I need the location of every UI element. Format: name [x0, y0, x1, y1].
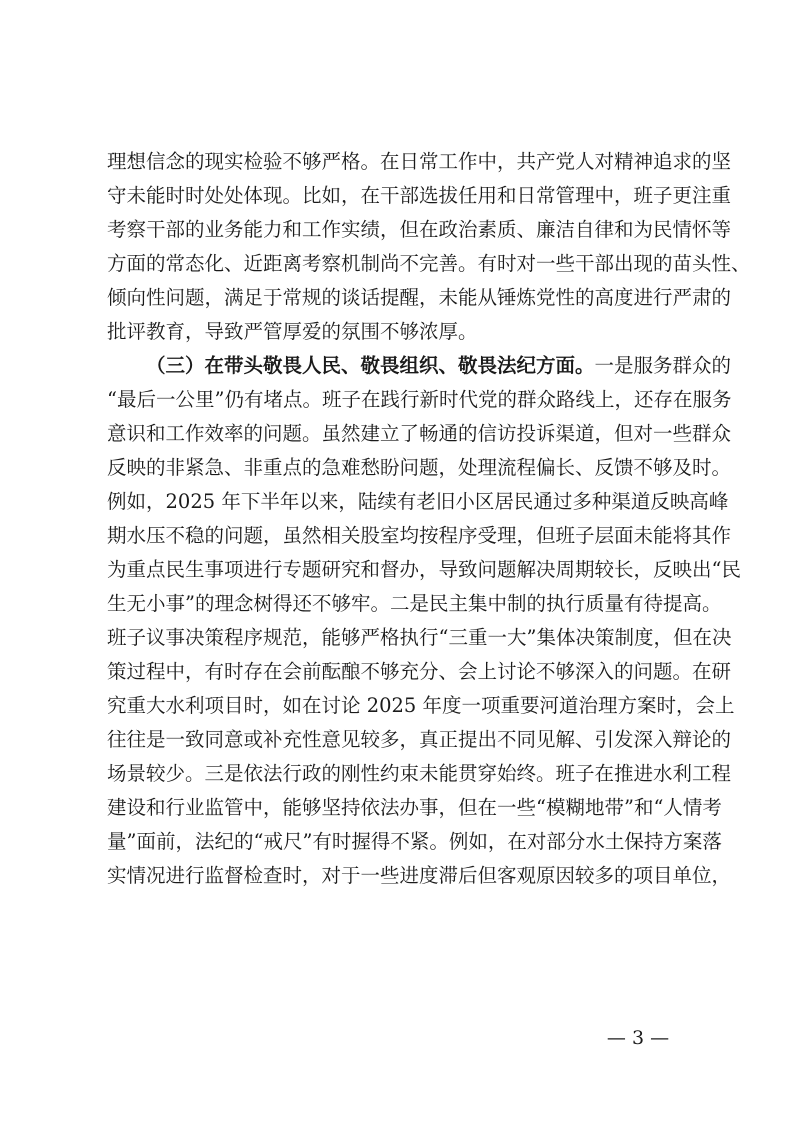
text-line: 量”面前，法纪的“戒尺”有时握得不紧。例如，在对部分水土保持方案落: [107, 830, 722, 853]
text-line: 考察干部的业务能力和工作实绩，但在政治素质、廉洁自律和为民情怀等: [107, 218, 732, 241]
text-line: “最后一公里”仍有堵点。班子在践行新时代党的群众路线上，还存在服务: [107, 388, 732, 411]
text-line: 生无小事”的理念树得还不够牢。二是民主集中制的执行质量有待提高。: [107, 592, 722, 615]
text-line: 班子议事决策程序规范，能够严格执行“三重一大”集体决策制度，但在决: [107, 626, 732, 649]
text-line: 守未能时时处处体现。比如，在干部选拔任用和日常管理中，班子更注重: [107, 184, 732, 207]
text-line: 反映的非紧急、非重点的急难愁盼问题，处理流程偏长、反馈不够及时。: [107, 456, 732, 479]
section-heading-line: [107, 349, 732, 383]
section-heading: （三）在带头敬畏人民、敬畏组织、敬畏法纪方面。: [146, 354, 595, 377]
document-body: [107, 145, 751, 893]
text-line: 理想信念的现实检验不够严格。在日常工作中，共产党人对精神追求的坚: [107, 150, 732, 173]
text-line: 为重点民生事项进行专题研究和督办，导致问题解决周期较长，反映出“民: [107, 558, 741, 581]
text-run: 一是服务群众的: [594, 354, 732, 377]
text-line: 倾向性问题，满足于常规的谈话提醒，未能从锤炼党性的高度进行严肃的: [107, 286, 732, 309]
text-line: 场景较少。三是依法行政的刚性约束未能贯穿始终。班子在推进水利工程: [107, 762, 732, 785]
text-line: 批评教育，导致严管厚爱的氛围不够浓厚。: [107, 320, 478, 343]
text-line: 期水压不稳的问题，虽然相关股室均按程序受理，但班子层面未能将其作: [107, 524, 732, 547]
page-number: — 3 —: [606, 1027, 670, 1049]
text-line: 往往是一致同意或补充性意见较多，真正提出不同见解、引发深入辩论的: [107, 728, 732, 751]
text-line: 例如，2025 年下半年以来，陆续有老旧小区居民通过多种渠道反映高峰: [107, 490, 729, 513]
text-line: 建设和行业监管中，能够坚持依法办事，但在一些“模糊地带”和“人情考: [107, 796, 722, 819]
text-line: 究重大水利项目时，如在讨论 2025 年度一项重要河道治理方案时，会上: [107, 694, 735, 717]
text-line: 策过程中，有时存在会前酝酿不够充分、会上讨论不够深入的问题。在研: [107, 660, 732, 683]
text-line: 意识和工作效率的问题。虽然建立了畅通的信访投诉渠道，但对一些群众: [107, 422, 732, 445]
text-line: 实情况进行监督检查时，对于一些进度滞后但客观原因较多的项目单位，: [107, 864, 732, 887]
text-line: 方面的常态化、近距离考察机制尚不完善。有时对一些干部出现的苗头性、: [107, 252, 751, 275]
